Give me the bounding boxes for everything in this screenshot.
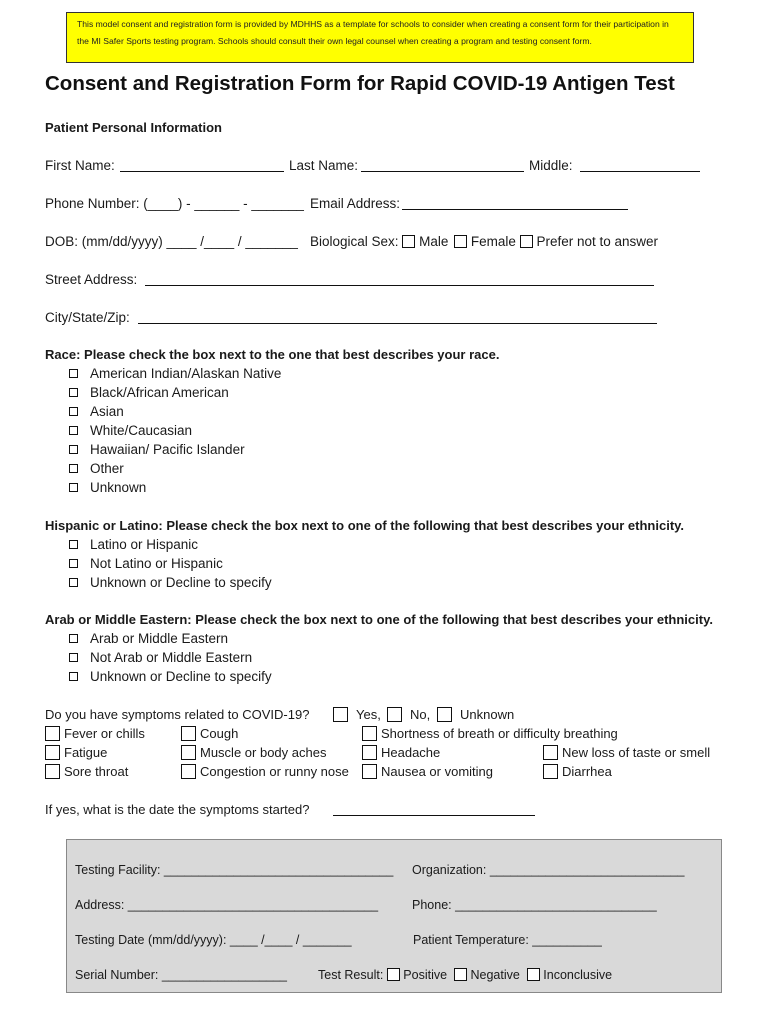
female-checkbox[interactable]	[454, 235, 467, 248]
first-name-field[interactable]	[120, 158, 284, 172]
biological-sex-label: Biological Sex:	[310, 234, 399, 249]
checkbox-icon[interactable]	[69, 369, 78, 378]
arab-heading: Arab or Middle Eastern: Please check the box next to one of the following that best describes your ethnicity.	[45, 612, 713, 627]
arab-option[interactable]	[69, 650, 252, 665]
street-address-field[interactable]	[145, 272, 654, 286]
symptom-checkbox[interactable]	[362, 745, 377, 760]
email-field[interactable]	[402, 196, 628, 210]
symptom-date-question: If yes, what is the date the symptoms started?	[45, 802, 310, 817]
race-option[interactable]	[69, 442, 245, 457]
symptoms-unknown-label: Unknown	[460, 707, 515, 722]
symptom-checkbox[interactable]	[181, 745, 196, 760]
male-checkbox[interactable]	[402, 235, 415, 248]
race-option-label: White/Caucasian	[90, 423, 193, 438]
template-notice: This model consent and registration form is provided by MDHHS as a template for schools to consider when creating a consent form for their participation in the MI Safer Sports testing program. Schools should consult their own legal counsel when creating a program and testing consent form.	[66, 12, 694, 63]
checkbox-icon[interactable]	[69, 540, 78, 549]
inconclusive-checkbox[interactable]	[527, 968, 540, 981]
prefer-not-checkbox[interactable]	[520, 235, 533, 248]
symptom-checkbox[interactable]	[45, 726, 60, 741]
hispanic-option[interactable]	[69, 575, 272, 590]
symptom-checkbox[interactable]	[45, 764, 60, 779]
dob-label[interactable]: DOB: (mm/dd/yyyy) ____ /____ / _______	[45, 234, 298, 249]
testing-address-field[interactable]: Address: ____________________________________	[75, 898, 379, 912]
middle-label: Middle:	[529, 158, 573, 173]
negative-label: Negative	[470, 968, 520, 982]
checkbox-icon[interactable]	[69, 634, 78, 643]
personal-info-heading: Patient Personal Information	[45, 120, 222, 135]
phone-label[interactable]: Phone Number: (____) - ______ - _______	[45, 196, 304, 211]
prefer-not-option-label: Prefer not to answer	[536, 234, 658, 249]
symptom-label: New loss of taste or smell	[562, 745, 711, 760]
race-option-label: Asian	[90, 404, 124, 419]
symptom-label: Fatigue	[64, 745, 108, 760]
test-result-label: Test Result:	[318, 968, 384, 982]
testing-phone-field[interactable]: Phone: _____________________________	[412, 898, 657, 912]
female-option-label: Female	[470, 234, 516, 249]
checkbox-icon[interactable]	[69, 559, 78, 568]
symptom-label: Cough	[200, 726, 239, 741]
symptoms-yes-checkbox[interactable]	[333, 707, 348, 722]
race-option-label: American Indian/Alaskan Native	[90, 366, 282, 381]
checkbox-icon[interactable]	[69, 653, 78, 662]
hispanic-option-label: Not Latino or Hispanic	[90, 556, 223, 571]
symptom-checkbox[interactable]	[543, 745, 558, 760]
race-option-label: Other	[90, 461, 124, 476]
symptoms-no-label: No,	[410, 707, 431, 722]
symptom-label: Muscle or body aches	[200, 745, 327, 760]
race-option-label: Unknown	[90, 480, 147, 495]
race-option[interactable]	[69, 385, 229, 400]
street-address-label: Street Address:	[45, 272, 138, 287]
hispanic-option[interactable]	[69, 556, 223, 571]
symptom-checkbox[interactable]	[543, 764, 558, 779]
symptom-label: Sore throat	[64, 764, 129, 779]
city-state-zip-label: City/State/Zip:	[45, 310, 130, 325]
race-option[interactable]	[69, 366, 281, 381]
checkbox-icon[interactable]	[69, 578, 78, 587]
race-option[interactable]	[69, 461, 124, 476]
symptom-checkbox[interactable]	[362, 726, 377, 741]
symptom-date-field[interactable]	[333, 802, 535, 816]
symptom-checkbox[interactable]	[181, 726, 196, 741]
arab-option[interactable]	[69, 669, 272, 684]
serial-number-field[interactable]: Serial Number: __________________	[75, 968, 287, 982]
arab-option-label: Unknown or Decline to specify	[90, 669, 272, 684]
race-heading: Race: Please check the box next to the one that best describes your race.	[45, 347, 500, 362]
symptom-label: Fever or chills	[64, 726, 145, 741]
patient-temperature-field[interactable]: Patient Temperature: __________	[413, 933, 602, 947]
race-option-label: Black/African American	[90, 385, 229, 400]
symptom-label: Diarrhea	[562, 764, 612, 779]
test-result-group	[318, 968, 612, 982]
first-name-label: First Name:	[45, 158, 115, 173]
hispanic-option[interactable]	[69, 537, 198, 552]
symptom-label: Nausea or vomiting	[381, 764, 493, 779]
last-name-field[interactable]	[361, 158, 524, 172]
race-option-label: Hawaiian/ Pacific Islander	[90, 442, 245, 457]
checkbox-icon[interactable]	[69, 672, 78, 681]
testing-info-panel	[66, 839, 722, 993]
checkbox-icon[interactable]	[69, 464, 78, 473]
male-option-label: Male	[419, 234, 449, 249]
symptoms-unknown-checkbox[interactable]	[437, 707, 452, 722]
testing-facility-field[interactable]: Testing Facility: _________________________________	[75, 863, 394, 877]
arab-option-label: Arab or Middle Eastern	[90, 631, 229, 646]
hispanic-heading: Hispanic or Latino: Please check the box next to one of the following that best describes your ethnicity.	[45, 518, 685, 533]
arab-option-label: Not Arab or Middle Eastern	[90, 650, 253, 665]
checkbox-icon[interactable]	[69, 388, 78, 397]
testing-date-field[interactable]: Testing Date (mm/dd/yyyy): ____ /____ / _______	[75, 933, 352, 947]
symptom-checkbox[interactable]	[362, 764, 377, 779]
hispanic-option-label: Latino or Hispanic	[90, 537, 199, 552]
race-option[interactable]	[69, 423, 192, 438]
symptom-label: Congestion or runny nose	[200, 764, 349, 779]
negative-checkbox[interactable]	[454, 968, 467, 981]
checkbox-icon[interactable]	[69, 407, 78, 416]
race-option[interactable]	[69, 404, 124, 419]
symptom-label: Shortness of breath or difficulty breathing	[381, 726, 618, 741]
positive-checkbox[interactable]	[387, 968, 400, 981]
symptoms-yes-label: Yes,	[356, 707, 381, 722]
symptom-label: Headache	[381, 745, 441, 760]
hispanic-option-label: Unknown or Decline to specify	[90, 575, 272, 590]
symptoms-question: Do you have symptoms related to COVID-19?	[45, 707, 310, 722]
checkbox-icon[interactable]	[69, 483, 78, 492]
organization-field[interactable]: Organization: ____________________________	[412, 863, 685, 877]
symptom-checkbox[interactable]	[181, 764, 196, 779]
middle-name-field[interactable]	[580, 158, 700, 172]
symptoms-no-checkbox[interactable]	[387, 707, 402, 722]
page-title: Consent and Registration Form for Rapid COVID-19 Antigen Test	[45, 72, 675, 95]
checkbox-icon[interactable]	[69, 445, 78, 454]
inconclusive-label: Inconclusive	[543, 968, 613, 982]
city-state-zip-field[interactable]	[138, 310, 657, 324]
arab-option[interactable]	[69, 631, 228, 646]
symptom-checkbox[interactable]	[45, 745, 60, 760]
race-option[interactable]	[69, 480, 146, 495]
checkbox-icon[interactable]	[69, 426, 78, 435]
last-name-label: Last Name:	[289, 158, 359, 173]
biological-sex-group	[310, 234, 658, 249]
positive-label: Positive	[403, 968, 448, 982]
email-label: Email Address:	[310, 196, 401, 211]
